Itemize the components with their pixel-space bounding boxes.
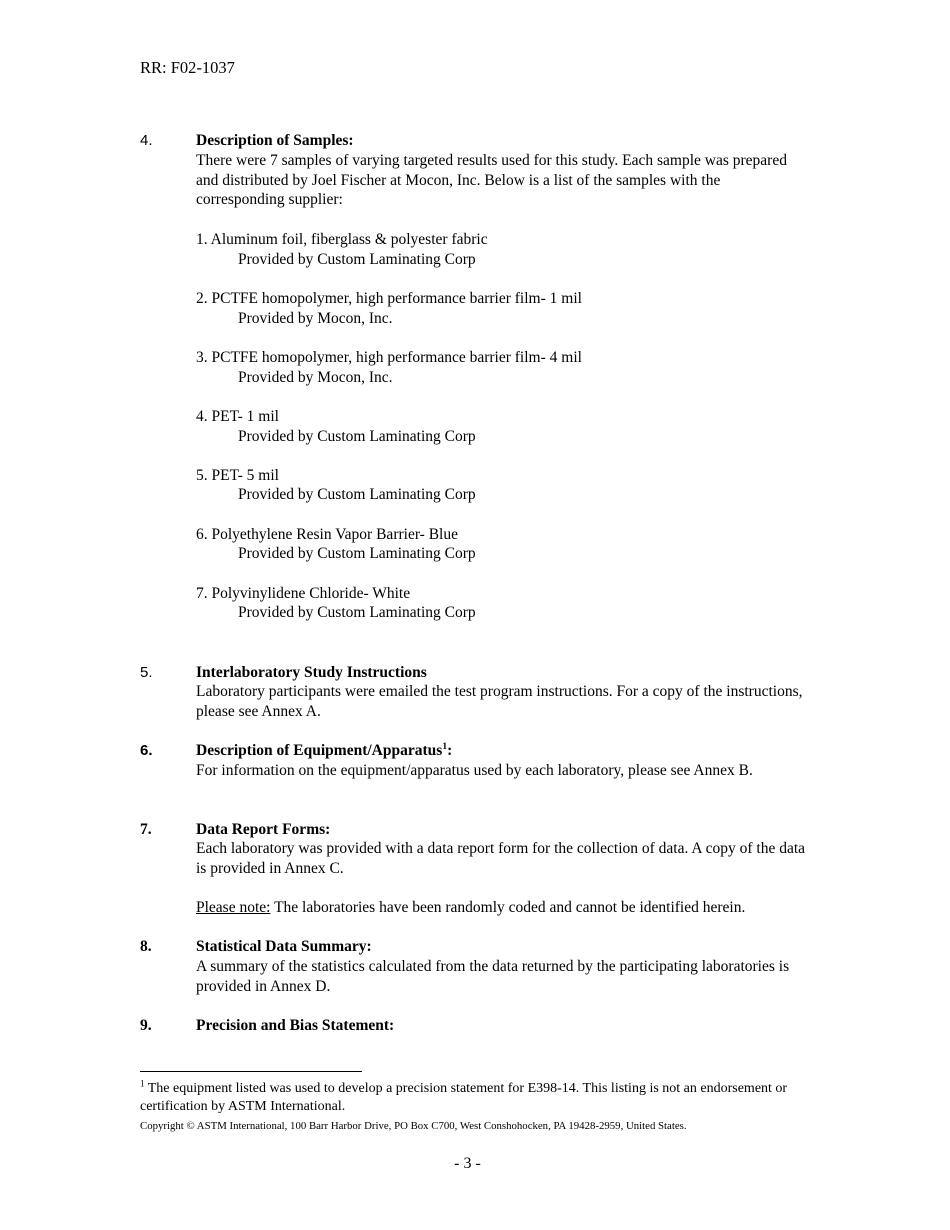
note-text: The laboratories have been randomly coded and cannot be identified herein.: [270, 899, 746, 916]
sample-4-label: 4. PET- 1 mil: [196, 408, 279, 425]
section-7-note: [196, 898, 806, 918]
footnote-divider: [140, 1071, 362, 1072]
section-8-title: Statistical Data Summary:: [196, 938, 372, 955]
sample-7-label: 7. Polyvinylidene Chloride- White: [196, 585, 411, 602]
sample-6-label: 6. Polyethylene Resin Vapor Barrier- Blue: [196, 526, 458, 543]
sample-1-supplier: Provided by Custom Laminating Corp: [238, 251, 476, 268]
sample-3-supplier: Provided by Mocon, Inc.: [238, 369, 393, 386]
section-8-body: A summary of the statistics calculated from the data returned by the participating laboratories is provided in Annex D.: [196, 958, 790, 995]
section-9-title: Precision and Bias Statement:: [196, 1017, 395, 1034]
report-id: RR: F02-1037: [140, 58, 235, 77]
section-7-body: Each laboratory was provided with a data report form for the collection of data. A copy of the data is provided in Annex C.: [196, 840, 806, 877]
section-6-title-text: Description of Equipment/Apparatus: [196, 742, 443, 759]
section-9-number: 9.: [140, 1017, 152, 1034]
section-8-number: 8.: [140, 938, 152, 955]
sample-2-label: 2. PCTFE homopolymer, high performance barrier film- 1 mil: [196, 290, 582, 307]
footnote-text: The equipment listed was used to develop a precision statement for E398-14. This listing is not an endorsement or certification by ASTM International.: [140, 1081, 788, 1114]
sample-2-supplier: Provided by Mocon, Inc.: [238, 310, 393, 327]
section-4-title: Description of Samples:: [196, 132, 354, 149]
section-6-number: 6.: [140, 742, 153, 759]
footnote: [140, 1080, 800, 1116]
sample-1-label: 1. Aluminum foil, fiberglass & polyester fabric: [196, 231, 488, 248]
sample-6-supplier: Provided by Custom Laminating Corp: [238, 545, 476, 562]
section-5-title: Interlaboratory Study Instructions: [196, 664, 427, 681]
section-5-body: Laboratory participants were emailed the test program instructions. For a copy of the instructions, please see Annex A.: [196, 683, 803, 720]
copyright-notice: Copyright © ASTM International, 100 Barr Harbor Drive, PO Box C700, West Conshohocken, PA 19428-2959, United States.: [140, 1120, 687, 1132]
sample-5-label: 5. PET- 5 mil: [196, 467, 279, 484]
sample-7-supplier: Provided by Custom Laminating Corp: [238, 604, 476, 621]
section-6-title: [196, 741, 452, 761]
sample-5-supplier: Provided by Custom Laminating Corp: [238, 486, 476, 503]
section-7-title: Data Report Forms:: [196, 821, 331, 838]
note-label: Please note:: [196, 899, 271, 916]
section-6-title-colon: :: [447, 742, 453, 759]
sample-4-supplier: Provided by Custom Laminating Corp: [238, 428, 476, 445]
footnote-marker: 1: [140, 1078, 145, 1089]
section-5-number: 5.: [140, 664, 153, 681]
page-number: - 3 -: [454, 1155, 481, 1172]
section-7-number: 7.: [140, 821, 152, 838]
sample-3-label: 3. PCTFE homopolymer, high performance barrier film- 4 mil: [196, 349, 582, 366]
section-4-intro: There were 7 samples of varying targeted results used for this study. Each sample was prepared and distributed by Joel Fischer at Mocon, Inc. Below is a list of the samples with the corresponding supplier:: [196, 152, 787, 208]
section-6-body: For information on the equipment/apparatus used by each laboratory, please see Annex B.: [196, 762, 753, 779]
section-4-number: 4.: [140, 132, 153, 149]
footnote-ref-marker: 1: [442, 741, 448, 752]
